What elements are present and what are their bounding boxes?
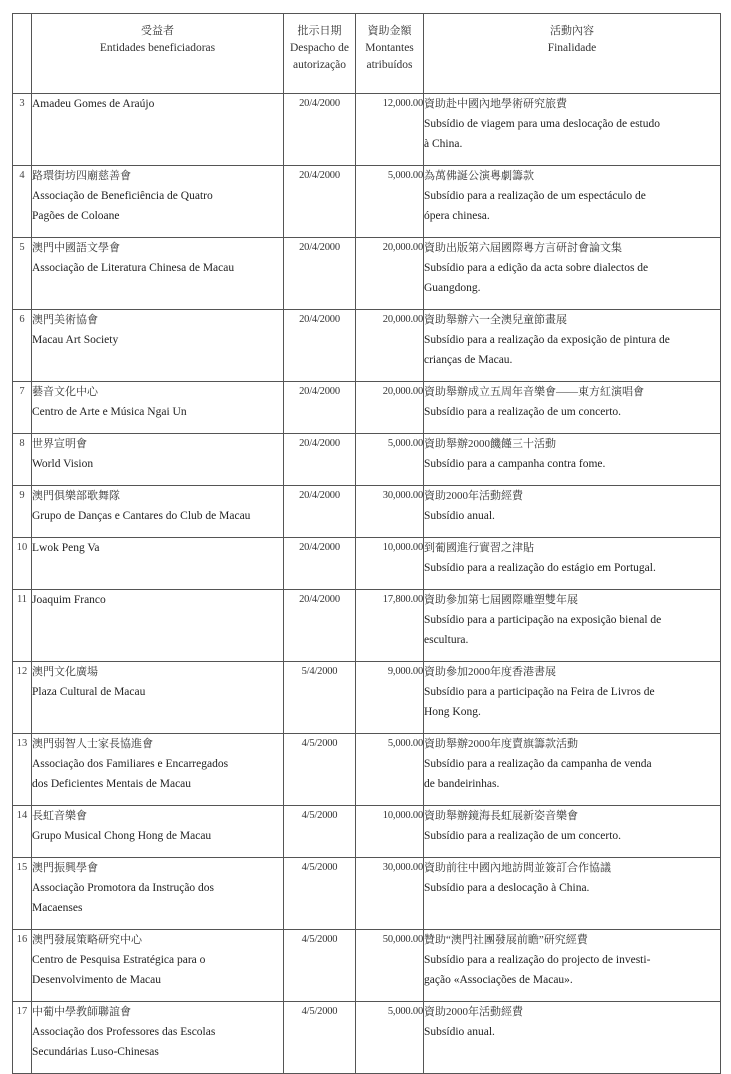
entity-name-line: 藝音文化中心: [32, 386, 98, 398]
finalidade-line: Subsídio para a realização de um concerto.: [424, 406, 622, 418]
entity-name-line: Joaquim Franco: [32, 594, 106, 606]
table-row: [13, 238, 721, 310]
finalidade-cell: [424, 590, 721, 662]
finalidade-line: Subsídio anual.: [424, 1026, 495, 1038]
amount-value: 20,000.00: [356, 310, 424, 382]
row-number: 9: [13, 486, 32, 538]
finalidade-line: Subsídio para a participação na Feira de Livros de: [424, 686, 655, 698]
entity-name-line: Desenvolvimento de Macau: [32, 974, 162, 986]
row-number: 11: [13, 590, 32, 662]
table-row: [13, 734, 721, 806]
entity-cell: [32, 858, 284, 930]
despacho-date: 4/5/2000: [284, 806, 356, 858]
table-row: [13, 538, 721, 590]
table-row: [13, 1002, 721, 1074]
amount-value: 30,000.00: [356, 858, 424, 930]
table-row: [13, 930, 721, 1002]
finalidade-line: gação «Associações de Macau».: [424, 974, 573, 986]
entity-name-line: 澳門中國語文學會: [32, 242, 120, 254]
entity-name-line: Associação de Beneficiência de Quatro: [32, 190, 213, 202]
despacho-date: 4/5/2000: [284, 930, 356, 1002]
despacho-date: 20/4/2000: [284, 486, 356, 538]
entity-name-line: 澳門文化廣場: [32, 666, 98, 678]
table-row: [13, 806, 721, 858]
header-despacho: [284, 14, 356, 94]
table-row: [13, 166, 721, 238]
despacho-date: 20/4/2000: [284, 94, 356, 166]
finalidade-line: 資助2000年活動經費: [424, 490, 523, 502]
finalidade-line: Subsídio para a edição da acta sobre dialectos de: [424, 262, 649, 274]
entity-cell: [32, 238, 284, 310]
finalidade-line: Subsídio anual.: [424, 510, 495, 522]
entity-name-line: Associação de Literatura Chinesa de Macau: [32, 262, 235, 274]
finalidade-line: Hong Kong.: [424, 706, 481, 718]
entity-name-line: Macaenses: [32, 902, 83, 914]
finalidade-line: Subsídio de viagem para uma deslocação de estudo: [424, 118, 660, 130]
header-despacho-pt-1: Despacho de: [289, 42, 350, 54]
header-entidades: [32, 14, 284, 94]
despacho-date: 4/5/2000: [284, 1002, 356, 1074]
subsidy-table: [12, 13, 721, 1074]
amount-value: 9,000.00: [356, 662, 424, 734]
entity-name-line: Associação dos Professores das Escolas: [32, 1026, 216, 1038]
amount-value: 17,800.00: [356, 590, 424, 662]
table-row: [13, 434, 721, 486]
table-row: [13, 94, 721, 166]
finalidade-cell: [424, 662, 721, 734]
despacho-date: 20/4/2000: [284, 538, 356, 590]
amount-value: 5,000.00: [356, 166, 424, 238]
entity-cell: [32, 734, 284, 806]
finalidade-line: Subsídio para a realização do estágio em Portugal.: [424, 562, 656, 574]
finalidade-line: 資助舉辦2000饑饉三十活動: [424, 438, 556, 450]
finalidade-line: 資助前往中國內地訪問並簽訂合作協議: [424, 862, 611, 874]
header-montantes-pt-1: Montantes: [365, 42, 414, 54]
finalidade-line: 資助舉辦2000年度賣旗籌款活動: [424, 738, 578, 750]
finalidade-line: à China.: [424, 138, 463, 150]
entity-cell: [32, 662, 284, 734]
row-number: 14: [13, 806, 32, 858]
entity-cell: [32, 434, 284, 486]
finalidade-line: crianças de Macau.: [424, 354, 513, 366]
entity-name-line: Plaza Cultural de Macau: [32, 686, 146, 698]
finalidade-line: Subsídio para a realização da campanha de venda: [424, 758, 652, 770]
despacho-date: 20/4/2000: [284, 166, 356, 238]
finalidade-line: 資助參加第七屆國際雕塑雙年展: [424, 594, 578, 606]
finalidade-cell: [424, 858, 721, 930]
entity-name-line: dos Deficientes Mentais de Macau: [32, 778, 192, 790]
finalidade-cell: [424, 434, 721, 486]
entity-name-line: Grupo Musical Chong Hong de Macau: [32, 830, 212, 842]
table-row: [13, 486, 721, 538]
table-header-row: [13, 14, 721, 94]
entity-name-line: Amadeu Gomes de Araújo: [32, 98, 155, 110]
entity-name-line: 澳門美術協會: [32, 314, 98, 326]
finalidade-line: Subsídio para a realização da exposição de pintura de: [424, 334, 670, 346]
entity-cell: [32, 590, 284, 662]
entity-cell: [32, 94, 284, 166]
row-number: 10: [13, 538, 32, 590]
header-despacho-zh: 批示日期: [297, 25, 342, 37]
finalidade-cell: [424, 382, 721, 434]
amount-value: 10,000.00: [356, 806, 424, 858]
finalidade-line: 資助舉辦鏡海長虹展新姿音樂會: [424, 810, 578, 822]
finalidade-line: 資助出版第六屆國際粵方言研討會論文集: [424, 242, 622, 254]
entity-cell: [32, 1002, 284, 1074]
finalidade-cell: [424, 930, 721, 1002]
header-finalidade: [424, 14, 721, 94]
header-despacho-pt-2: autorização: [293, 59, 346, 71]
amount-value: 50,000.00: [356, 930, 424, 1002]
header-finalidade-pt: Finalidade: [547, 42, 597, 54]
row-number: 16: [13, 930, 32, 1002]
entity-name-line: Macau Art Society: [32, 334, 119, 346]
row-number: 12: [13, 662, 32, 734]
finalidade-line: 資助參加2000年度香港書展: [424, 666, 556, 678]
finalidade-line: de bandeirinhas.: [424, 778, 500, 790]
finalidade-line: 資助赴中國內地學術研究旅費: [424, 98, 567, 110]
finalidade-line: 資助舉辦成立五周年音樂會——東方紅演唱會: [424, 386, 644, 398]
finalidade-line: Subsídio para a participação na exposição bienal de: [424, 614, 662, 626]
despacho-date: 4/5/2000: [284, 858, 356, 930]
table-row: [13, 382, 721, 434]
entity-name-line: Associação Promotora da Instrução dos: [32, 882, 215, 894]
amount-value: 20,000.00: [356, 238, 424, 310]
finalidade-line: Subsídio para a campanha contra fome.: [424, 458, 606, 470]
despacho-date: 20/4/2000: [284, 310, 356, 382]
header-finalidade-zh: 活動內容: [550, 25, 594, 37]
entity-name-line: 路環街坊四廟慈善會: [32, 170, 131, 182]
row-number: 3: [13, 94, 32, 166]
table-row: [13, 662, 721, 734]
entity-cell: [32, 806, 284, 858]
finalidade-line: 到葡國進行實習之津貼: [424, 542, 534, 554]
finalidade-line: Subsídio para a realização de um espectáculo de: [424, 190, 646, 202]
row-number: 13: [13, 734, 32, 806]
table-row: [13, 858, 721, 930]
header-number: [13, 14, 32, 94]
header-montantes-pt-2: atribuídos: [366, 59, 413, 71]
finalidade-cell: [424, 486, 721, 538]
finalidade-line: Subsídio para a realização de um concerto.: [424, 830, 622, 842]
despacho-date: 20/4/2000: [284, 590, 356, 662]
entity-name-line: 澳門振興學會: [32, 862, 98, 874]
row-number: 7: [13, 382, 32, 434]
amount-value: 5,000.00: [356, 434, 424, 486]
finalidade-line: 資助舉辦六一全澳兒童節畫展: [424, 314, 567, 326]
row-number: 6: [13, 310, 32, 382]
finalidade-line: 贊助“澳門社團發展前瞻”研究經費: [424, 934, 588, 946]
amount-value: 5,000.00: [356, 1002, 424, 1074]
entity-cell: [32, 310, 284, 382]
finalidade-line: Guangdong.: [424, 282, 481, 294]
entity-name-line: Centro de Arte e Música Ngai Un: [32, 406, 187, 418]
header-montantes: [356, 14, 424, 94]
header-entidades-pt: Entidades beneficiadoras: [99, 42, 216, 54]
finalidade-cell: [424, 806, 721, 858]
finalidade-line: 資助2000年活動經費: [424, 1006, 523, 1018]
finalidade-cell: [424, 238, 721, 310]
finalidade-cell: [424, 94, 721, 166]
entity-name-line: 世界宣明會: [32, 438, 87, 450]
entity-name-line: Associação dos Familiares e Encarregados: [32, 758, 229, 770]
row-number: 4: [13, 166, 32, 238]
table-row: [13, 310, 721, 382]
entity-name-line: Lwok Peng Va: [32, 542, 100, 554]
header-montantes-zh: 資助金額: [367, 25, 412, 37]
entity-cell: [32, 538, 284, 590]
entity-name-line: Grupo de Danças e Cantares do Club de Macau: [32, 510, 251, 522]
entity-cell: [32, 382, 284, 434]
entity-cell: [32, 166, 284, 238]
finalidade-cell: [424, 166, 721, 238]
finalidade-line: Subsídio para a realização do projecto de investi-: [424, 954, 651, 966]
row-number: 8: [13, 434, 32, 486]
finalidade-line: ópera chinesa.: [424, 210, 490, 222]
amount-value: 5,000.00: [356, 734, 424, 806]
finalidade-line: escultura.: [424, 634, 469, 646]
amount-value: 12,000.00: [356, 94, 424, 166]
entity-cell: [32, 930, 284, 1002]
table-row: [13, 590, 721, 662]
entity-name-line: 長虹音樂會: [32, 810, 87, 822]
entity-name-line: 澳門發展策略研究中心: [32, 934, 142, 946]
amount-value: 20,000.00: [356, 382, 424, 434]
amount-value: 30,000.00: [356, 486, 424, 538]
entity-name-line: 澳門弱智人士家長協進會: [32, 738, 153, 750]
row-number: 15: [13, 858, 32, 930]
row-number: 17: [13, 1002, 32, 1074]
entity-name-line: World Vision: [32, 458, 94, 470]
finalidade-cell: [424, 310, 721, 382]
entity-name-line: Pagões de Coloane: [32, 210, 120, 222]
finalidade-cell: [424, 538, 721, 590]
entity-cell: [32, 486, 284, 538]
entity-name-line: Secundárias Luso-Chinesas: [32, 1046, 159, 1058]
despacho-date: 4/5/2000: [284, 734, 356, 806]
entity-name-line: Centro de Pesquisa Estratégica para o: [32, 954, 206, 966]
finalidade-cell: [424, 734, 721, 806]
despacho-date: 5/4/2000: [284, 662, 356, 734]
despacho-date: 20/4/2000: [284, 434, 356, 486]
despacho-date: 20/4/2000: [284, 382, 356, 434]
despacho-date: 20/4/2000: [284, 238, 356, 310]
entity-name-line: 中葡中學教師聯誼會: [32, 1006, 131, 1018]
finalidade-line: 為萬佛誕公演粵劇籌款: [424, 170, 534, 182]
finalidade-cell: [424, 1002, 721, 1074]
amount-value: 10,000.00: [356, 538, 424, 590]
table-body: [13, 94, 721, 1074]
entity-name-line: 澳門俱樂部歌舞隊: [32, 490, 120, 502]
header-entidades-zh: 受益者: [141, 25, 174, 37]
finalidade-line: Subsídio para a deslocação à China.: [424, 882, 590, 894]
row-number: 5: [13, 238, 32, 310]
